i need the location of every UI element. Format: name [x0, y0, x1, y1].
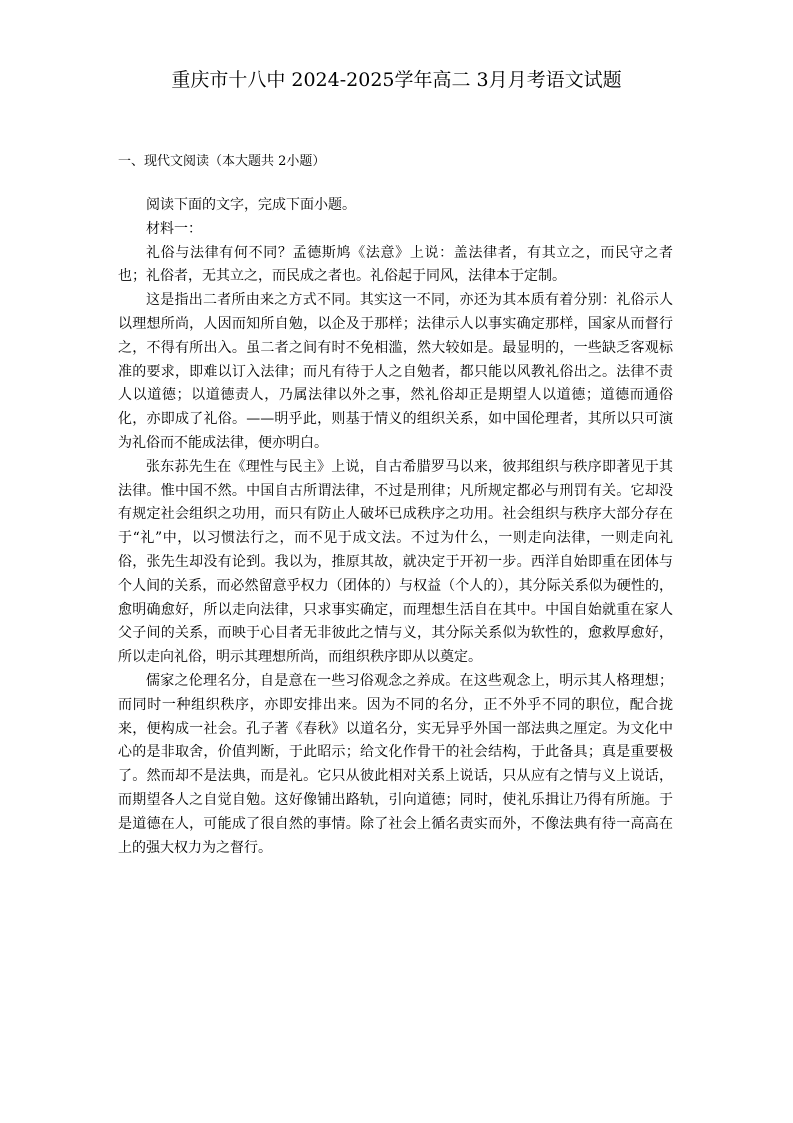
- section-heading: 一、现代文阅读（本大题共 2小题）: [118, 154, 326, 169]
- paragraph-1: 礼俗与法律有何不同？孟德斯鸠《法意》上说：盖法律者，有其立之，而民守之者也；礼俗者，无其立之，而民成之者也。礼俗起于同风，法律本于定制。: [118, 244, 673, 285]
- paragraph-2: 这是指出二者所由来之方式不同。其实这一不同，亦还为其本质有着分别：礼俗示人以理想所尚，人因而知所自勉，以企及于那样；法律示人以事实确定那样，国家从而督行之，不得有所出入。虽二者之间有时不免相滥，然大较如是。最显明的，一些缺乏客观标准的要求，即难以订入法律；而凡有待于人之自勉者，都只能以风教礼俗出之。法律不责人以道德；以道德责人，乃属法律以外之事，然礼俗却正是期望人以道德；道德而通俗化，亦即成了礼俗。——明乎此，则基于情义的组织关系，如中国伦理者，其所以只可演为礼俗而不能成法律，便亦明白。: [118, 292, 673, 451]
- page-title: 重庆市十八中 2024-2025学年高二 3月月考语文试题: [171, 69, 622, 91]
- material-label: 材料一：: [146, 220, 202, 237]
- passage-body: [118, 194, 673, 860]
- instruction-text: 阅读下面的文字，完成下面小题。: [146, 197, 356, 213]
- paragraph-4: 儒家之伦理名分，自是意在一些习俗观念之养成。在这些观念上，明示其人格理想；而同时一种组织秩序，亦即安排出来。因为不同的名分，正不外乎不同的职位，配合拢来，便构成一社会。孔子著《春秋》以道名分，实无异乎外国一部法典之厘定。为文化中心的是非取舍，价值判断，于此昭示；给文化作骨干的社会结构，于此备具；真是重要极了。然而却不是法典，而是礼。它只从彼此相对关系上说话，只从应有之情与义上说话，而期望各人之自觉自勉。这好像铺出路轨，引向道德；同时，使礼乐揖让乃得有所施。于是道德在人，可能成了很自然的事情。除了社会上循名责实而外，不像法典有待一高高在上的强大权力为之督行。: [118, 672, 673, 856]
- paragraph-3: 张东荪先生在《理性与民主》上说，自古希腊罗马以来，彼邦组织与秩序即著见于其法律。惟中国不然。中国自古所谓法律，不过是刑律；凡所规定都必与刑罚有关。它却没有规定社会组织之功用，而只有防止人破坏已成秩序之功用。社会组织与秩序大部分存在于“礼”中，以习惯法行之，而不见于成文法。不过为什么，一则走向法律，一则走向礼俗，张先生却没有论到。我以为，推原其故，就决定于开初一步。西洋自始即重在团体与个人间的关系，而必然留意乎权力（团体的）与权益（个人的），其分际关系似为硬性的，愈明确愈好，所以走向法律，只求事实确定，而理想生活自在其中。中国自始就重在家人父子间的关系，而映于心目者无非彼此之情与义，其分际关系似为软性的，愈救厚愈好，所以走向礼俗，明示其理想所尚，而组织秩序即从以奠定。: [118, 458, 673, 666]
